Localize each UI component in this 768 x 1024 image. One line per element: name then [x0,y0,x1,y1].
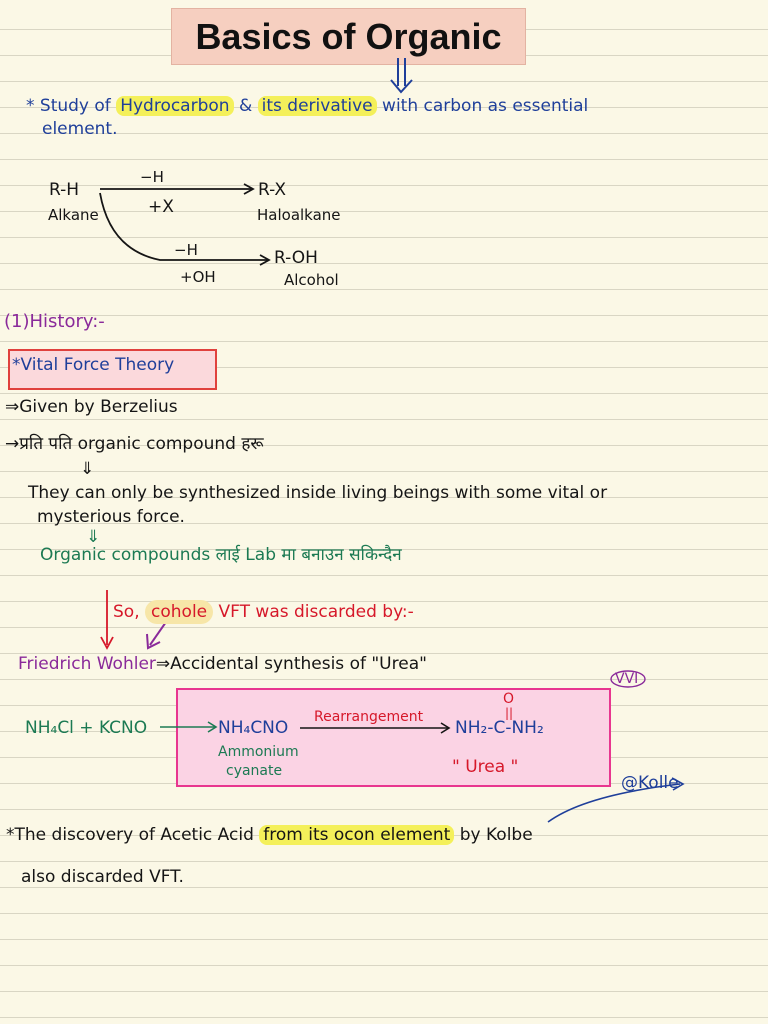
roh-formula: R-OH [274,248,318,268]
hindi-line: →प्रति पति organic compound हरू [5,434,264,454]
urea-double-bond: || [505,706,514,720]
alkane-label: Alkane [48,206,99,224]
page-title: Basics of Organic [171,8,526,65]
highlight-hydrocarbon: Hydrocarbon [116,96,233,116]
definition-line-1: * Study of Hydrocarbon & its derivative with carbon as essential [26,96,589,116]
down-arrow-1: ⇓ [80,459,95,479]
rearrangement-label: Rearrangement [314,709,424,725]
kolbe-line-1: *The discovery of Acetic Acid from its ocon element by Kolbe [6,825,533,845]
down-arrow-2: ⇓ [86,527,101,547]
haloalkane-label: Haloalkane [257,206,341,224]
urea-label: " Urea " [452,757,519,777]
wohler-name: Friedrich Wohler [18,654,156,674]
vft-discarded-line: So, cohole VFT was discarded by:- [113,602,414,622]
minus-h-top: −H [140,168,164,186]
vvi-badge: VVI [615,671,639,687]
plus-x: +X [148,197,174,217]
vft-box-label: *Vital Force Theory [12,355,175,375]
rh-formula: R-H [49,180,80,200]
they-can-line-1: They can only be synthesized inside living beings with some vital or [28,483,608,503]
urea-reactants: NH₄Cl + KCNO [25,718,148,738]
title-down-arrow-icon [391,58,412,92]
urea-oxygen: O [503,691,515,707]
history-heading: (1)History:- [4,311,105,332]
definition-line-2: element. [42,119,118,139]
urea-product: NH₂-C-NH₂ [455,718,544,738]
cyanate-label: cyanate [226,763,283,779]
urea-intermediate: NH₄CNO [218,718,289,738]
purple-arrow [150,622,166,645]
minus-h-bottom: −H [174,241,198,259]
highlight-from-element: from its ocon element [259,825,454,845]
highlight-its-derivative: its derivative [258,96,377,116]
alcohol-label: Alcohol [284,271,339,289]
wohler-line: Friedrich Wohler⇒Accidental synthesis of "Urea" [18,654,427,674]
kolbe-line-2: also discarded VFT. [21,867,184,887]
organic-compounds-line: Organic compounds लाई Lab मा बनाउन सकिन्दैन [40,545,402,565]
highlight-cohole: cohole [145,600,213,624]
kolle-note: @Kolle [621,773,679,793]
given-by-line: ⇒Given by Berzelius [5,397,178,417]
they-can-line-2: mysterious force. [37,507,185,527]
rx-formula: R-X [258,180,287,200]
plus-oh: +OH [180,268,216,286]
ammonium-label: Ammonium [218,744,299,760]
